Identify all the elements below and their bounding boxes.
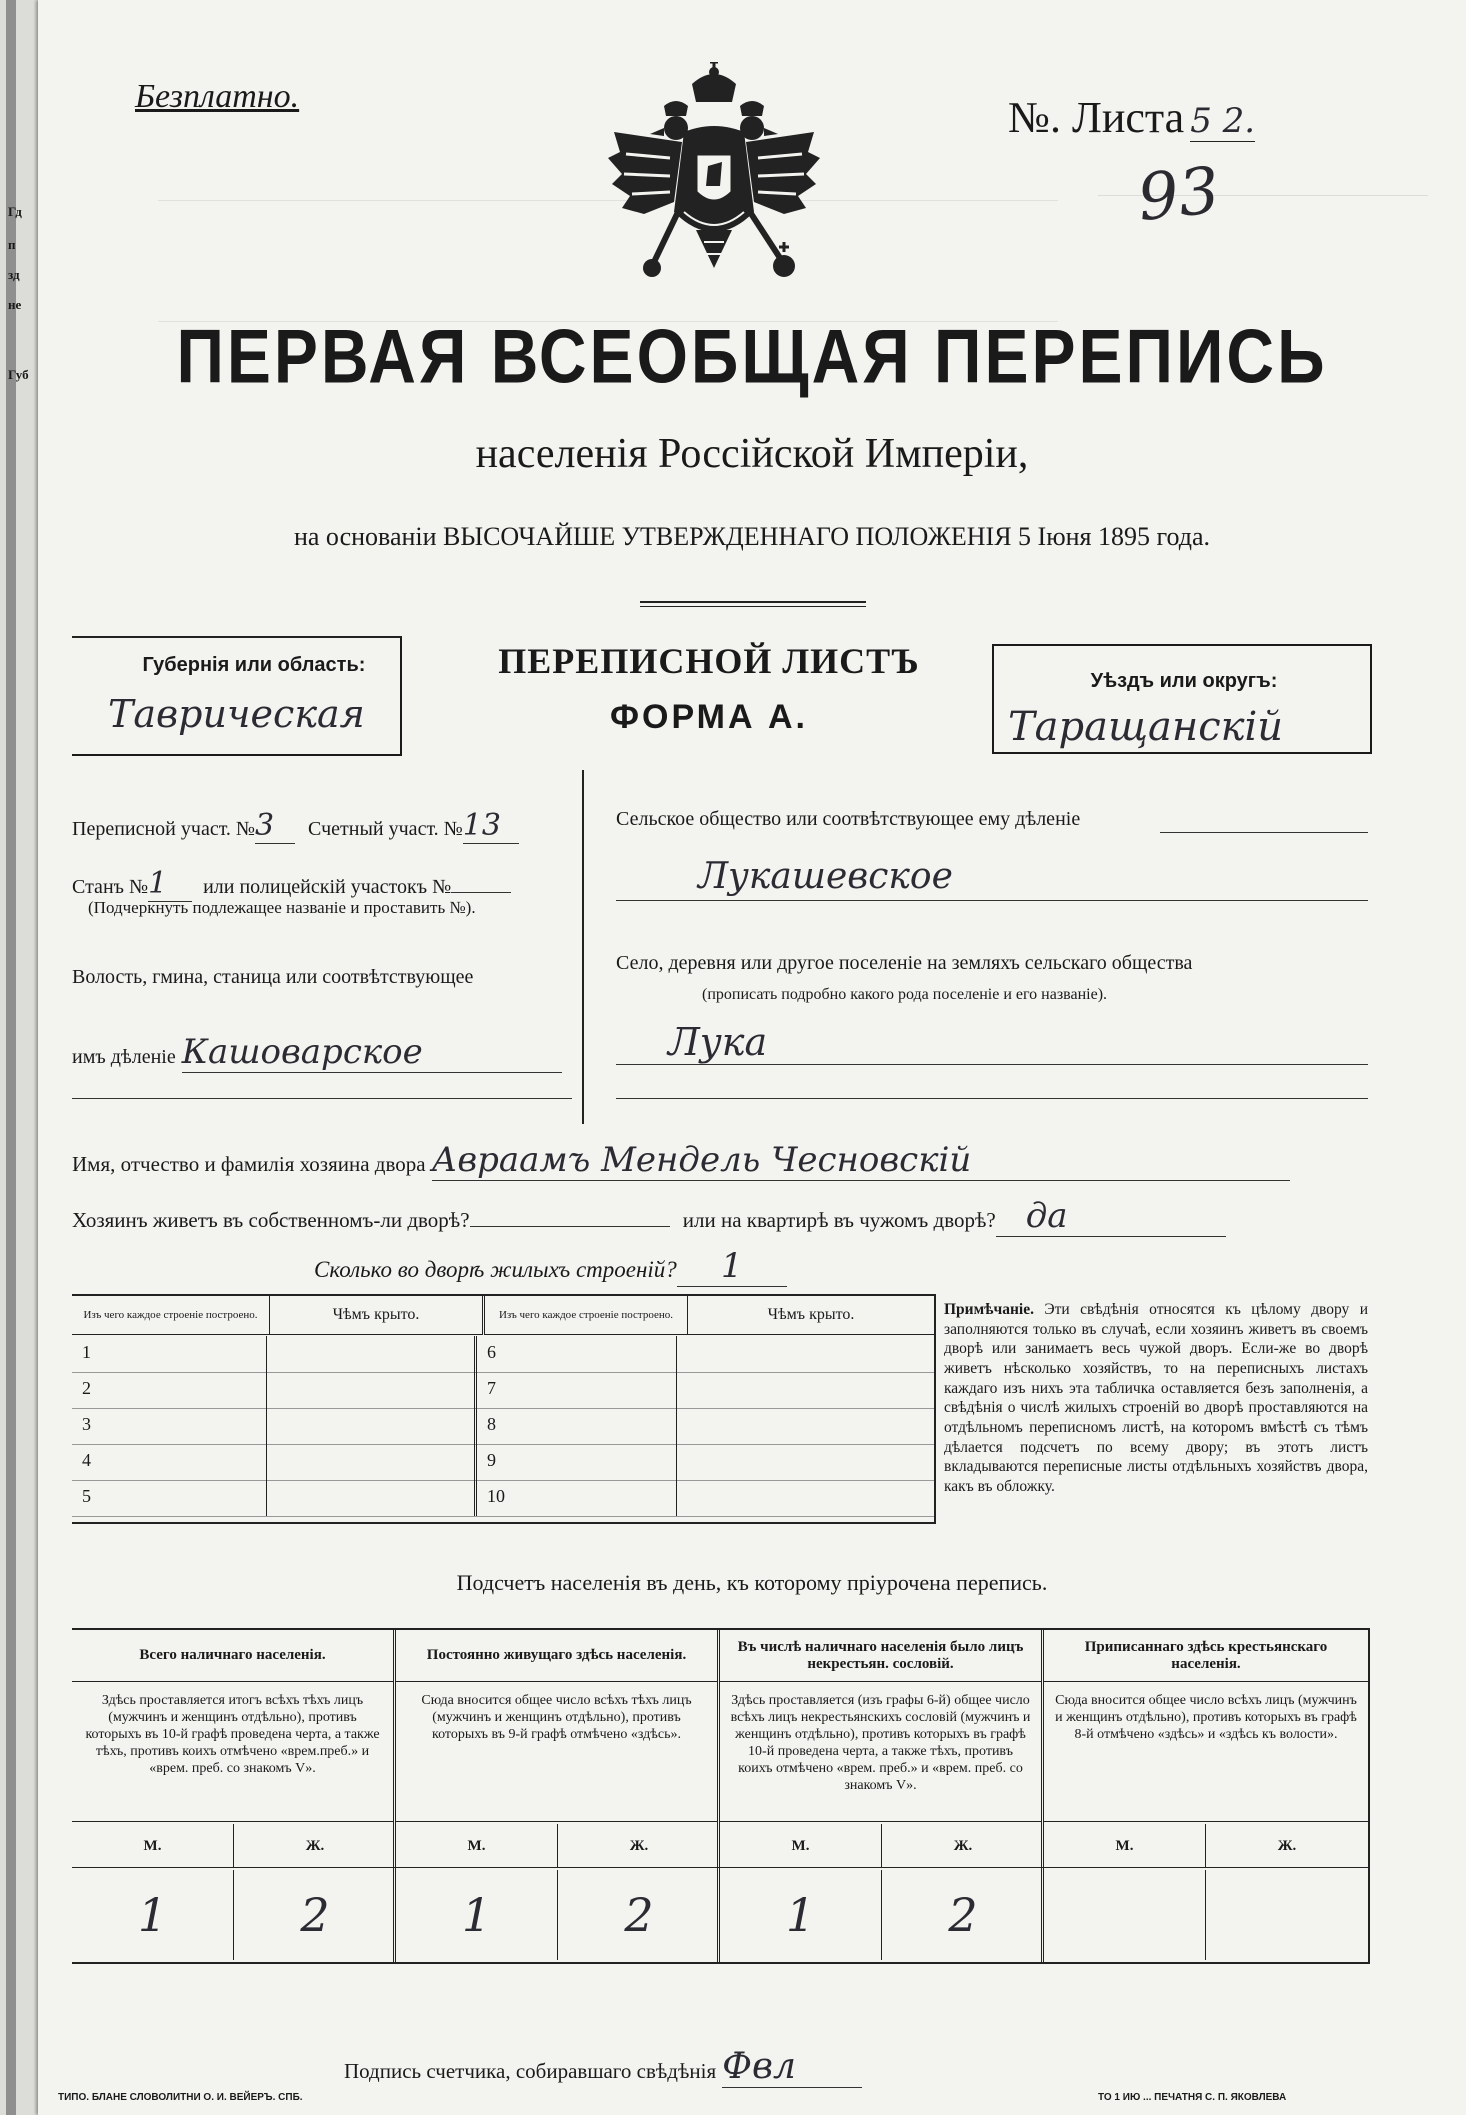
own-yard-label: Хозяинъ живетъ въ собственномъ-ли дворѣ? <box>72 1208 470 1232</box>
note-text: Эти свѣдѣнія относятся къ цѣлому двору и заполняются только въ случаѣ, если хозяинъ живетъ въ своемъ дворѣ или занимаетъ весь чужой дворъ. Если-же во дворѣ живетъ нѣсколько хозяйствъ, то на переписныхъ листахъ каждаго изъ нихъ эта табличка оставляется безъ заполненія, а свѣдѣнія о числѣ жилыхъ строеній во дворѣ проставляются на отдѣльномъ переписномъ листѣ, на которомъ вмѣстѣ съ тѣмъ дѣлается подсчетъ по всему двору; въ этотъ листъ вкладываются переписные листы отдѣльныхъ хозяйствъ двора, какъ въ обложку. <box>944 1301 1369 1496</box>
male-label: М. <box>72 1824 234 1868</box>
building-number: 2 <box>72 1372 267 1408</box>
owner-name-label: Имя, отчество и фамилія хозяина двора <box>72 1152 426 1176</box>
male-label: М. <box>396 1824 558 1868</box>
volost-row <box>72 1032 562 1073</box>
summary-description: Сюда вносится общее число всѣхъ лицъ (мужчинъ и женщинъ отдѣльно), противъ которыхъ въ графѣ 8-й отмѣчено «здѣсь» и «здѣсь къ волости». <box>1044 1684 1368 1822</box>
summary-heading: Всего наличнаго населенія. <box>72 1630 393 1682</box>
society-label: Сельское общество или соотвѣтствующее ему дѣленіе <box>616 808 1081 830</box>
binding-edge <box>0 0 38 2115</box>
count-area-label: Счетный участ. № <box>308 818 463 840</box>
binding-strip <box>6 0 16 2115</box>
buildings-table <box>72 1294 936 1524</box>
summary-title: Подсчетъ населенія въ день, къ которому пріурочена перепись. <box>456 1570 1048 1595</box>
signature-value[interactable]: Фвл <box>722 2046 862 2088</box>
female-label: Ж. <box>1206 1824 1368 1868</box>
police-note: (Подчеркнуть подлежащее названіе и проставить №). <box>88 898 476 917</box>
note <box>944 1300 1368 1497</box>
binding-fragment: Гд <box>8 204 22 219</box>
volost-value[interactable]: Кашоварское <box>182 1032 562 1073</box>
summary-column <box>720 1630 1044 1962</box>
male-count[interactable]: 1 <box>72 1870 234 1960</box>
village-note: (прописать подробно какого рода поселеніе и его названіе). <box>702 986 1108 1003</box>
census-area-label: Переписной участ. № <box>72 818 256 840</box>
census-area-value[interactable]: 3 <box>255 808 295 844</box>
footer-right: ТО 1 ИЮ ... ПЕЧАТНЯ С. П. ЯКОВЛЕВА <box>1098 2092 1287 2103</box>
male-count[interactable]: 1 <box>720 1870 882 1960</box>
binding-fragment: зд <box>8 267 20 282</box>
building-number: 9 <box>477 1444 677 1480</box>
owner-name-value[interactable]: Авраамъ Мендель Чесновскій <box>432 1140 1290 1181</box>
uezd-label: Уѣздъ или округъ: <box>1090 670 1278 692</box>
building-number: 7 <box>477 1372 677 1408</box>
section-divider <box>582 770 584 1124</box>
summary-description: Сюда вносится общее число всѣхъ тѣхъ лицъ (мужчинъ и женщинъ отдѣльно), противъ которыхъ въ 9-й графѣ отмѣчено «здѣсь». <box>396 1684 717 1822</box>
form-subtitle: ФОРМА А. <box>609 698 809 736</box>
building-roof[interactable] <box>677 1336 934 1372</box>
gubernia-value[interactable]: Таврическая <box>108 692 365 736</box>
owner-name-row <box>72 1140 1368 1181</box>
police-value[interactable] <box>451 892 511 893</box>
summary-column <box>72 1630 396 1962</box>
summary-heading: Въ числѣ наличнаго населенія было лицъ некрестьян. сословій. <box>720 1630 1041 1682</box>
building-number: 3 <box>72 1408 267 1444</box>
own-yard-value[interactable] <box>470 1226 670 1227</box>
volost-label-1: Волость, гмина, станица или соотвѣтствующее <box>72 966 474 988</box>
village-extra-line <box>616 1098 1368 1099</box>
male-count[interactable]: 1 <box>396 1870 558 1960</box>
signature-label: Подпись счетчика, собиравшаго свѣдѣнія <box>344 2059 717 2083</box>
form-title: ПЕРЕПИСНОЙ ЛИСТЪ <box>498 641 920 681</box>
building-row <box>72 1336 934 1373</box>
main-title: ПЕРВАЯ ВСЕОБЩАЯ ПЕРЕПИСЬ <box>176 313 1328 399</box>
col-material-left: Изъ чего каждое строеніе построено. <box>72 1296 270 1334</box>
village-label: Село, деревня или другое поселеніе на земляхъ сельскаго общества <box>616 952 1193 974</box>
stan-value[interactable]: 1 <box>148 866 192 902</box>
archive-number: 93 <box>1134 153 1224 237</box>
sheet-number-value: 5 2. <box>1190 101 1256 141</box>
building-roof[interactable] <box>267 1408 477 1444</box>
rent-value[interactable]: да <box>996 1196 1226 1237</box>
building-roof[interactable] <box>267 1444 477 1480</box>
stan-label: Станъ № <box>72 876 149 898</box>
building-roof[interactable] <box>677 1408 934 1444</box>
village-value-line <box>616 1064 1368 1065</box>
summary-description: Здѣсь проставляется итогъ всѣхъ тѣхъ лицъ (мужчинъ и женщинъ отдѣльно), противъ которыхъ въ 10-й графѣ проведена черта, а также тѣхъ, противъ коихъ отмѣчено «врем.преб.» и «врем. преб. со знакомъ V». <box>72 1684 393 1822</box>
female-count[interactable]: 2 <box>948 1888 978 1942</box>
volost-extra-line <box>72 1098 572 1099</box>
uezd-value[interactable]: Таращанскій <box>1008 704 1284 750</box>
summary-heading: Приписаннаго здѣсь крестьянскаго населенія. <box>1044 1630 1368 1682</box>
building-number: 6 <box>477 1336 677 1372</box>
sheet-number-label <box>1008 92 1255 143</box>
col-roof-left: Чѣмъ крыто. <box>270 1296 484 1334</box>
buildings-label: Сколько во дворѣ жилыхъ строеній? <box>314 1257 677 1282</box>
female-label: Ж. <box>558 1824 720 1868</box>
building-roof[interactable] <box>677 1444 934 1480</box>
summary-columns <box>72 1630 1368 1962</box>
legal-basis: на основаніи ВЫСОЧАЙШЕ УТВЕРЖДЕННАГО ПОЛОЖЕНІЯ 5 Іюня 1895 года. <box>293 522 1211 551</box>
building-number: 4 <box>72 1444 267 1480</box>
summary-column <box>1044 1630 1368 1962</box>
subtitle: населенія Россійской Имперіи, <box>475 431 1029 477</box>
building-number: 10 <box>477 1480 677 1516</box>
building-roof[interactable] <box>267 1336 477 1372</box>
binding-fragment: п <box>8 237 16 252</box>
female-label: Ж. <box>234 1824 396 1868</box>
footer-left: ТИПО. БЛАНЕ СЛОВОЛИТНИ О. И. ВЕЙЕРЪ. СПБ. <box>58 2092 303 2103</box>
female-count[interactable]: 2 <box>624 1888 654 1942</box>
gubernia-label: Губернія или область: <box>142 654 366 676</box>
col-material-right: Изъ чего каждое строеніе построено. <box>484 1296 688 1334</box>
census-area-row <box>72 808 519 844</box>
census-sheet <box>38 0 1466 2115</box>
female-count[interactable]: 2 <box>300 1888 330 1942</box>
binding-fragment: не <box>8 297 22 312</box>
building-row <box>72 1480 934 1517</box>
count-area-value[interactable]: 13 <box>463 808 519 844</box>
summary-table <box>72 1628 1370 1964</box>
building-number: 1 <box>72 1336 267 1372</box>
society-label-line <box>1160 832 1368 833</box>
society-value[interactable]: Лукашевское <box>698 856 953 897</box>
building-row <box>72 1444 934 1481</box>
binding-fragment: Губ <box>8 367 29 382</box>
buildings-grid <box>72 1296 934 1335</box>
male-label: М. <box>1044 1824 1206 1868</box>
free-label: Безплатно. <box>135 78 300 115</box>
building-roof[interactable] <box>267 1372 477 1408</box>
male-label: М. <box>720 1824 882 1868</box>
building-number: 8 <box>477 1408 677 1444</box>
building-row <box>72 1408 934 1445</box>
summary-column <box>396 1630 720 1962</box>
building-row <box>72 1372 934 1409</box>
note-title: Примѣчаніе. <box>944 1301 1034 1318</box>
male-count[interactable] <box>1044 1870 1206 1960</box>
police-label: или полицейскій участокъ № <box>203 876 452 898</box>
building-roof[interactable] <box>677 1372 934 1408</box>
buildings-row <box>314 1246 787 1287</box>
owner-residence-row <box>72 1196 1368 1237</box>
sheet-label: №. Листа <box>1008 93 1185 142</box>
summary-heading: Постоянно живущаго здѣсь населенія. <box>396 1630 717 1682</box>
society-value-line <box>616 900 1368 901</box>
signature-row <box>344 2046 862 2088</box>
female-label: Ж. <box>882 1824 1044 1868</box>
double-headed-eagle-icon <box>604 62 824 298</box>
col-roof-right: Чѣмъ крыто. <box>688 1296 935 1334</box>
female-count[interactable] <box>1206 1870 1368 1960</box>
title-divider <box>640 601 866 607</box>
stan-row <box>72 866 511 902</box>
buildings-value[interactable]: 1 <box>677 1246 787 1287</box>
summary-description: Здѣсь проставляется (изъ графы 6-й) общее число всѣхъ лицъ некрестьянскихъ сословій (мужчинъ и женщинъ отдѣльно), противъ которыхъ въ графѣ 10-й проведена черта, а также тѣхъ, противъ коихъ отмѣчено «врем. преб.» и «врем. преб. со знакомъ V». <box>720 1684 1041 1822</box>
building-roof[interactable] <box>267 1480 477 1516</box>
building-roof[interactable] <box>677 1480 934 1516</box>
volost-label-2: имъ дѣленіе <box>72 1046 176 1068</box>
building-number: 5 <box>72 1480 267 1516</box>
village-value[interactable]: Лука <box>668 1020 768 1064</box>
rent-label: или на квартирѣ въ чужомъ дворѣ? <box>682 1208 996 1232</box>
